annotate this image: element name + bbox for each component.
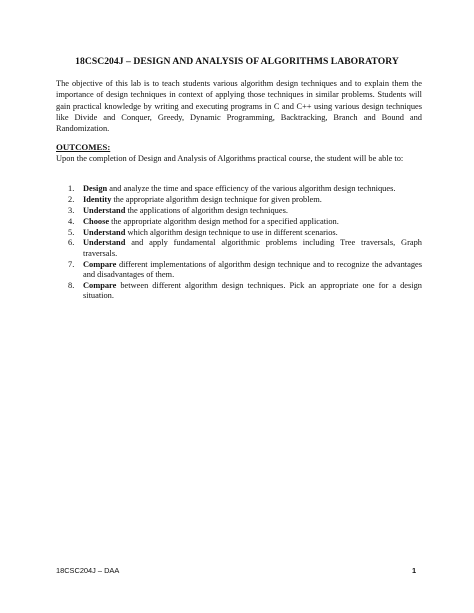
- outcome-text: and analyze the time and space efficiency of the various algorithm design techniques.: [107, 184, 396, 193]
- outcomes-list: [68, 184, 422, 302]
- document-title: 18CSC204J – DESIGN AND ANALYSIS OF ALGORITHMS LABORATORY: [75, 56, 399, 67]
- outcome-verb: Compare: [83, 259, 117, 269]
- outcome-text: and apply fundamental algorithmic problems including Tree traversals, Graph traversals.: [83, 238, 422, 258]
- outcome-verb: Compare: [83, 280, 117, 290]
- outcome-item: [68, 217, 422, 227]
- footer-course-code: 18CSC204J – DAA: [56, 566, 120, 575]
- outcome-item: [68, 238, 422, 259]
- outcome-number: 5.: [68, 227, 75, 237]
- outcome-verb: Understand: [83, 205, 126, 215]
- outcome-text: which algorithm design technique to use in different scenarios.: [125, 227, 338, 237]
- outcomes-heading: OUTCOMES:: [56, 142, 111, 152]
- outcome-number: 3.: [68, 205, 75, 215]
- outcome-text: the appropriate algorithm design method for a specified application.: [109, 216, 339, 226]
- outcome-item: [68, 281, 422, 302]
- outcome-verb: Choose: [83, 216, 110, 226]
- outcome-item: [68, 206, 422, 216]
- outcome-text: different implementations of algorithm design technique and to recognize the advantages and disadvantages of them.: [83, 259, 422, 279]
- outcome-item: [68, 228, 422, 238]
- footer-page-number: 1: [412, 566, 417, 575]
- outcome-text: the applications of algorithm design techniques.: [125, 205, 288, 215]
- outcome-verb: Understand: [83, 227, 126, 237]
- outcome-number: 2.: [68, 194, 75, 204]
- outcome-item: [68, 195, 422, 205]
- outcome-verb: Design: [83, 184, 108, 193]
- outcome-item: [68, 184, 422, 194]
- outcome-item: [68, 260, 422, 281]
- outcome-number: 4.: [68, 216, 75, 226]
- outcome-verb: Understand: [83, 238, 126, 248]
- outcome-text: between different algorithm design techniques. Pick an appropriate one for a design situation.: [83, 280, 422, 301]
- outcomes-intro: Upon the completion of Design and Analysis of Algorithms practical course, the student will be able to:: [56, 154, 404, 163]
- outcome-number: 7.: [68, 259, 75, 269]
- outcome-number: 6.: [68, 238, 75, 248]
- outcome-verb: Identity: [83, 194, 112, 204]
- outcome-number: 1.: [68, 184, 75, 193]
- outcome-number: 8.: [68, 280, 75, 290]
- objective-paragraph: The objective of this lab is to teach students various algorithm design techniques and to explain them the importance of design techniques in context of applying those techniques in similar problems. Students will gain practical knowledge by writing and executing programs in C and C++ using various design techniques like Divide and Conquer, Greedy, Dynamic Programming, Backtracking, Branch and Bound and Randomization.: [56, 79, 422, 134]
- outcome-text: the appropriate algorithm design technique for given problem.: [111, 194, 322, 204]
